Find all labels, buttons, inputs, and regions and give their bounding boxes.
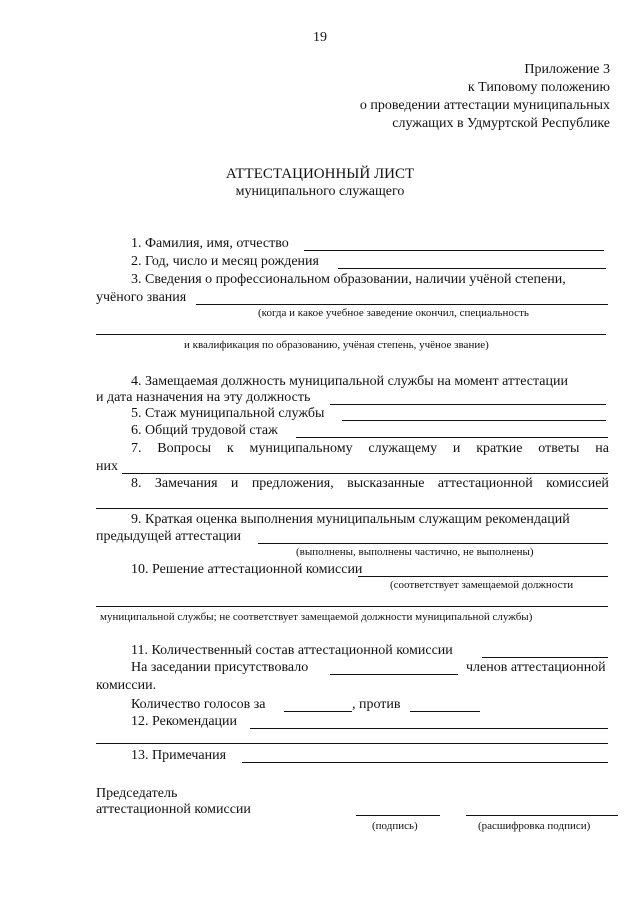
item-7-field-line (122, 473, 608, 474)
item-6-label: 6. Общий трудовой стаж (131, 423, 278, 438)
item-4-label-cont: и дата назначения на эту должность (96, 390, 311, 405)
item-3-label-cont: учёного звания (96, 290, 187, 305)
item-7-word: и (452, 441, 461, 456)
item-3-field-line (196, 304, 608, 305)
item-3-label: 3. Сведения о профессиональном образовании, наличии учёной степени, (131, 272, 566, 287)
item-9-field-line (258, 543, 608, 544)
item-11-present-label-post: членов аттестационной (466, 660, 606, 675)
item-8-word: комиссией (546, 476, 609, 491)
appendix-line-4: служащих в Удмуртской Республике (392, 116, 610, 131)
item-7-word: ответы (538, 441, 580, 456)
item-10-field-line-2 (96, 606, 608, 607)
item-2-field-line (338, 268, 606, 269)
item-11-label-cont: комиссии. (96, 678, 157, 693)
item-7-word: на (595, 441, 609, 456)
item-9-hint: (выполнены, выполнены частично, не выполнены) (296, 546, 534, 558)
item-7-label-cont: них (96, 459, 118, 474)
item-10-field-line (358, 576, 608, 577)
page-number: 19 (313, 30, 327, 45)
votes-against-field-line (410, 711, 480, 712)
item-5-label: 5. Стаж муниципальной службы (131, 406, 325, 421)
item-12-field-line (250, 728, 608, 729)
item-11-present-field-line (330, 674, 458, 675)
chair-label-1: Председатель (96, 786, 178, 801)
signature-hint: (подпись) (372, 820, 418, 832)
item-2-label: 2. Год, число и месяц рождения (131, 254, 319, 269)
item-8-word: аттестационной (437, 476, 533, 491)
item-1-label: 1. Фамилия, имя, отчество (131, 236, 289, 251)
item-7-word: 7. (131, 441, 142, 456)
item-9-label: 9. Краткая оценка выполнения муниципальным служащим рекомендаций (131, 512, 570, 527)
item-7-label (131, 441, 609, 457)
item-3-field-line-2 (96, 334, 606, 335)
item-10-hint-2: муниципальной службы; не соответствует замещаемой должности муниципальной службы) (100, 611, 533, 623)
item-5-field-line (342, 420, 606, 421)
item-11-field-line (482, 657, 608, 658)
appendix-line-2: к Типовому положению (467, 80, 610, 95)
item-8-word: 8. (131, 476, 142, 491)
item-3-hint-2: и квалификация по образованию, учёная степень, учёное звание) (184, 339, 489, 351)
item-7-word: служащему (368, 441, 438, 456)
item-8-word: предложения, (251, 476, 334, 491)
item-13-field-line (242, 762, 608, 763)
item-8-word: и (230, 476, 239, 491)
votes-for-label: Количество голосов за (131, 697, 266, 712)
item-11-present-label: На заседании присутствовало (131, 660, 309, 675)
item-9-label-cont: предыдущей аттестации (96, 529, 242, 544)
document-title: АТТЕСТАЦИОННЫЙ ЛИСТ (225, 166, 415, 182)
item-12-label: 12. Рекомендации (131, 714, 238, 729)
document-subtitle: муниципального служащего (235, 184, 405, 199)
item-8-label (131, 476, 609, 492)
signature-decode-hint: (расшифровка подписи) (478, 820, 591, 832)
item-12-field-line-2 (96, 743, 608, 744)
signature-line (356, 815, 440, 816)
item-1-field-line (304, 250, 604, 251)
item-7-word: Вопросы (157, 441, 212, 456)
item-7-word: муниципальному (249, 441, 353, 456)
item-8-field-line (96, 508, 608, 509)
item-8-word: высказанные (347, 476, 425, 491)
votes-against-label: , против (352, 697, 401, 712)
item-13-label: 13. Примечания (131, 748, 227, 763)
item-7-word: краткие (476, 441, 523, 456)
votes-for-field-line (284, 711, 352, 712)
item-7-word: к (226, 441, 234, 456)
item-11-label: 11. Количественный состав аттестационной комиссии (131, 643, 453, 658)
item-8-word: Замечания (154, 476, 218, 491)
item-10-hint-1: (соответствует замещаемой должности (390, 579, 574, 591)
appendix-line-1: Приложение 3 (524, 62, 610, 77)
item-3-hint-1: (когда и какое учебное заведение окончил, специальность (258, 307, 529, 319)
chair-label-2: аттестационной комиссии (96, 802, 251, 817)
appendix-line-3: о проведении аттестации муниципальных (359, 98, 610, 113)
item-4-field-line (330, 404, 606, 405)
item-6-field-line (296, 437, 608, 438)
item-10-label: 10. Решение аттестационной комиссии (131, 562, 363, 577)
signature-decode-line (466, 815, 618, 816)
item-4-label: 4. Замещаемая должность муниципальной службы на момент аттестации (131, 374, 568, 389)
